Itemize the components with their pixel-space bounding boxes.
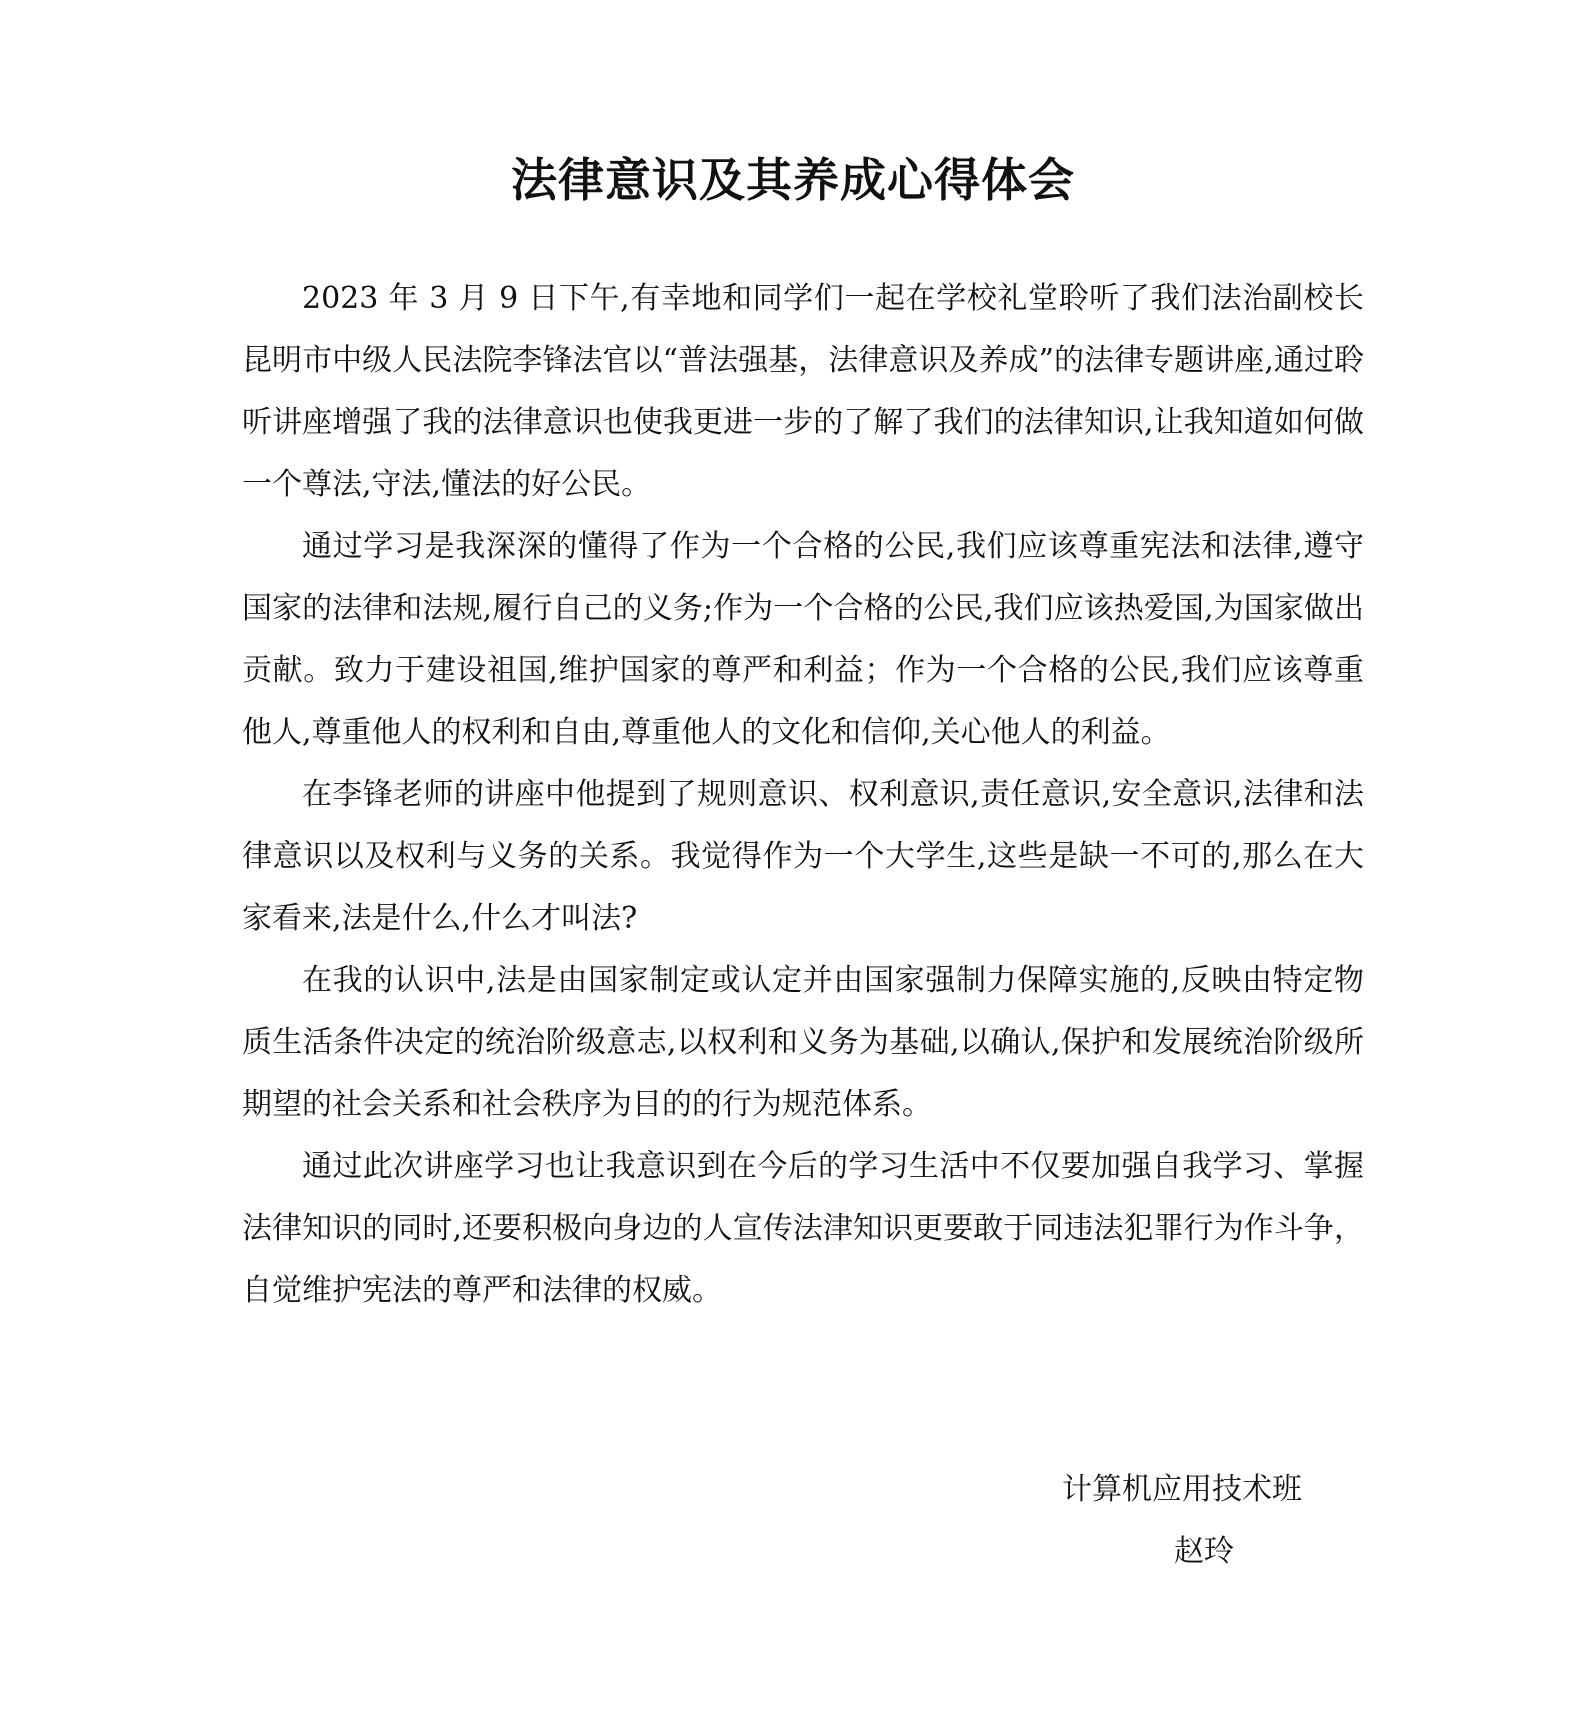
paragraph-5: 通过此次讲座学习也让我意识到在今后的学习生活中不仅要加强自我学习、掌握法律知识的同时,还要积极向身边的人宣传法津知识更要敢于同违法犯罪行为作斗争，自觉维护宪法的尊严和法律的权威。 [242,1149,1364,1308]
document-title: 法律意识及其养成心得体会 [511,153,1075,207]
paragraph-4: 在我的认识中,法是由国家制定或认定并由国家强制力保障实施的,反映由特定物质生活条件决定的统治阶级意志,以权利和义务为基础,以确认,保护和发展统治阶级所期望的社会关系和社会秩序为目的的行为规范体系。 [242,963,1364,1122]
paragraph-3: 在李锋老师的讲座中他提到了规则意识、权利意识,责任意识,安全意识,法律和法律意识以及权利与义务的关系。我觉得作为一个大学生,这些是缺一不可的,那么在大家看来,法是什么,什么才叫法? [242,777,1364,936]
signature-class: 计算机应用技术班 [1062,1472,1302,1507]
document-body [242,268,1364,1322]
paragraph-1: 2023 年 3 月 9 日下午,有幸地和同学们一起在学校礼堂聆听了我们法治副校长昆明市中级人民法院李锋法官以“普法强基，法律意识及养成”的法律专题讲座,通过聆听讲座增强了我的法律意识也使我更进一步的了解了我们的法律知识,让我知道如何做一个尊法,守法,懂法的好公民。 [242,281,1364,502]
paragraph-2: 通过学习是我深深的懂得了作为一个合格的公民,我们应该尊重宪法和法律,遵守国家的法律和法规,履行自己的义务;作为一个合格的公民,我们应该热爱国,为国家做出贡献。致力于建设祖国,维护国家的尊严和利益；作为一个合格的公民,我们应该尊重他人,尊重他人的权利和自由,尊重他人的文化和信仰,关心他人的利益。 [242,529,1364,750]
signature-author: 赵玲 [1174,1534,1234,1569]
